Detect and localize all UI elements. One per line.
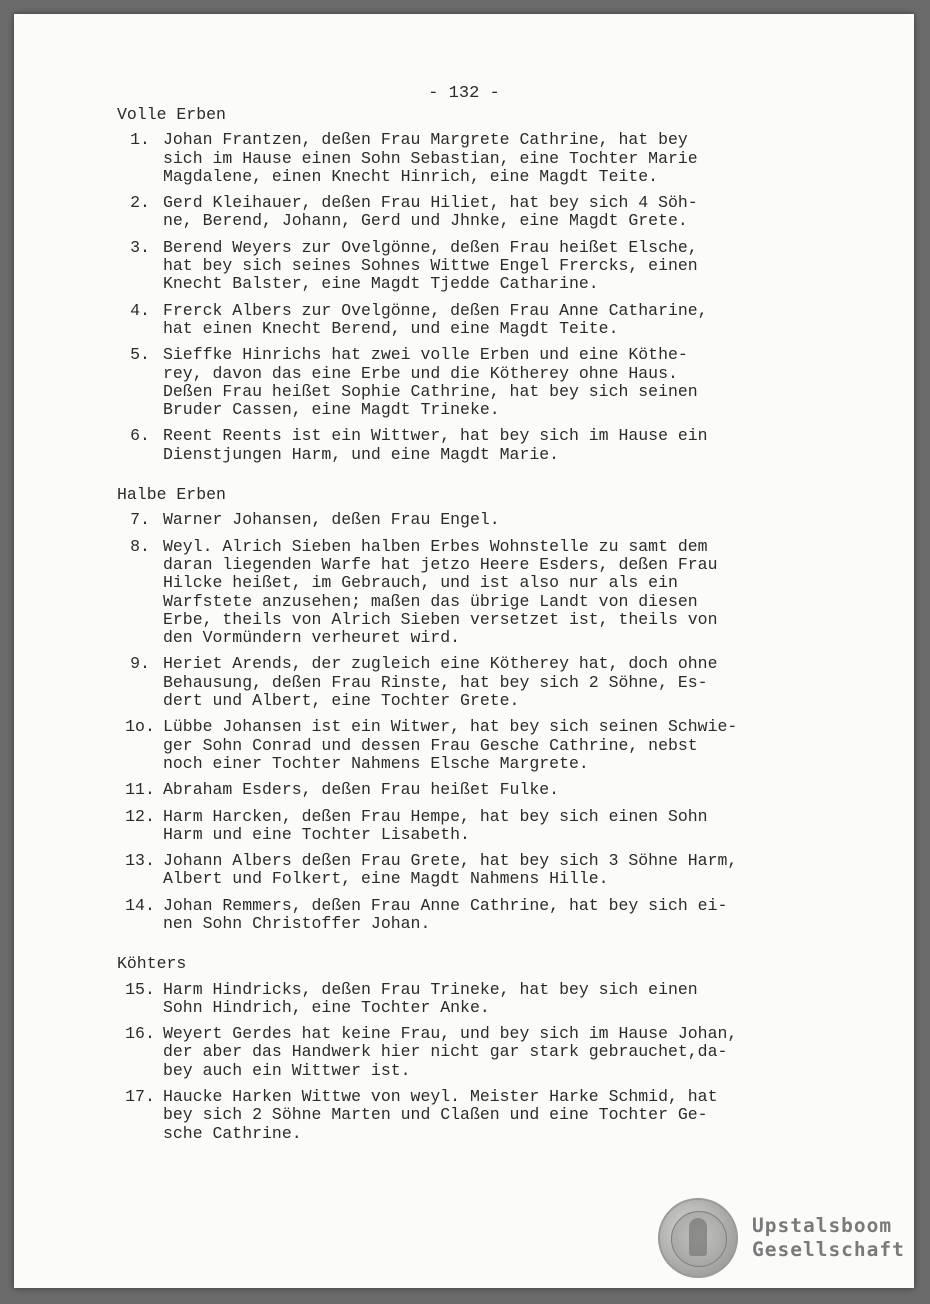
entry-line: Harm Harcken, deßen Frau Hempe, hat bey sich einen Sohn	[163, 806, 708, 826]
entry-line: hat bey sich seines Sohnes Wittwe Engel Frercks, einen	[163, 256, 698, 276]
entry-line: Dienstjungen Harm, und eine Magdt Marie.	[163, 444, 560, 464]
logo-line1: Upstalsboom	[752, 1214, 893, 1237]
entry-line: Warfstete anzusehen; maßen das übrige Landt von diesen	[163, 591, 698, 611]
entry-line: Sohn Hindrich, eine Tochter Anke.	[163, 997, 490, 1017]
entry-line: ne, Berend, Johann, Gerd und Jhnke, eine Magdt Grete.	[163, 211, 688, 231]
entry-number: 5.	[130, 345, 150, 365]
list-item	[117, 346, 817, 419]
entry-line: Gerd Kleihauer, deßen Frau Hiliet, hat bey sich 4 Söh-	[163, 193, 698, 213]
entry-line: Heriet Arends, der zugleich eine Kötherey hat, doch ohne	[163, 654, 718, 674]
entry-line: Johan Frantzen, deßen Frau Margrete Cathrine, hat bey	[163, 130, 688, 150]
entry-line: bey sich 2 Söhne Marten und Claßen und eine Tochter Ge-	[163, 1105, 708, 1125]
entry-line: Haucke Harken Wittwe von weyl. Meister Harke Schmid, hat	[163, 1087, 718, 1107]
entry-number: 4.	[130, 300, 150, 320]
entry-line: bey auch ein Wittwer ist.	[163, 1060, 411, 1080]
entry-line: dert und Albert, eine Tochter Grete.	[163, 691, 520, 711]
list-item	[117, 538, 817, 648]
entry-text	[163, 131, 817, 186]
list-item	[117, 239, 817, 294]
entry-line: Lübbe Johansen ist ein Witwer, hat bey sich seinen Schwie-	[163, 717, 738, 737]
entry-line: den Vormündern verheuret wird.	[163, 628, 461, 648]
entry-number: 1o.	[125, 717, 155, 737]
list-item	[117, 1025, 817, 1080]
section-heading: Köhters	[117, 954, 187, 974]
list-item	[117, 718, 817, 773]
list-item	[117, 981, 817, 1018]
entry-number: 17.	[125, 1087, 155, 1107]
list-item	[117, 427, 817, 464]
entry-line: noch einer Tochter Nahmens Elsche Margrete.	[163, 753, 589, 773]
entry-line: Abraham Esders, deßen Frau heißet Fulke.	[163, 780, 560, 800]
list-item	[117, 302, 817, 339]
entry-line: rey, davon das eine Erbe und die Kötherey ohne Haus.	[163, 363, 678, 383]
section-halbe-erben	[117, 486, 817, 933]
entry-line: Knecht Balster, eine Magdt Tjedde Catharine.	[163, 274, 599, 294]
entry-line: Weyl. Alrich Sieben halben Erbes Wohnstelle zu samt dem	[163, 536, 708, 556]
entry-line: Reent Reents ist ein Wittwer, hat bey sich im Hause ein	[163, 426, 708, 446]
section-koehters	[117, 955, 817, 1143]
list-item	[117, 897, 817, 934]
list-item	[117, 1088, 817, 1143]
logo-line2: Gesellschaft	[752, 1238, 905, 1261]
entry-line: der aber das Handwerk hier nicht gar stark gebrauchet,da-	[163, 1042, 728, 1062]
entry-line: Deßen Frau heißet Sophie Cathrine, hat bey sich seinen	[163, 381, 698, 401]
entry-number: 9.	[130, 654, 150, 674]
entry-number: 12.	[125, 806, 155, 826]
list-item	[117, 781, 817, 799]
entry-text	[163, 1088, 817, 1143]
entry-line: Hilcke heißet, im Gebrauch, und ist also nur als ein	[163, 573, 678, 593]
entry-text	[163, 511, 817, 529]
entry-text	[163, 808, 817, 845]
entry-text	[163, 1025, 817, 1080]
entry-text	[163, 981, 817, 1018]
entry-text	[163, 718, 817, 773]
section-heading: Volle Erben	[117, 105, 226, 124]
entry-number: 3.	[130, 237, 150, 257]
seal-icon	[658, 1198, 738, 1278]
logo-text	[752, 1214, 905, 1262]
entry-number: 6.	[130, 426, 150, 446]
entry-line: Magdalene, einen Knecht Hinrich, eine Magdt Teite.	[163, 166, 659, 186]
entry-line: Harm und eine Tochter Lisabeth.	[163, 824, 470, 844]
entry-text	[163, 781, 817, 799]
upstalsboom-logo	[658, 1198, 905, 1278]
entry-line: Albert und Folkert, eine Magdt Nahmens Hille.	[163, 869, 609, 889]
entry-line: Erbe, theils von Alrich Sieben versetzet ist, theils von	[163, 609, 718, 629]
entry-number: 8.	[130, 536, 150, 556]
entry-line: Harm Hindricks, deßen Frau Trineke, hat bey sich einen	[163, 979, 698, 999]
entry-text	[163, 897, 817, 934]
entry-text	[163, 194, 817, 231]
entry-text	[163, 655, 817, 710]
entry-text	[163, 538, 817, 648]
list-item	[117, 655, 817, 710]
entry-line: daran liegenden Warfe hat jetzo Heere Esders, deßen Frau	[163, 554, 718, 574]
entry-line: nen Sohn Christoffer Johan.	[163, 913, 431, 933]
entry-number: 13.	[125, 851, 155, 871]
list-item	[117, 852, 817, 889]
section-heading: Halbe Erben	[117, 485, 226, 505]
entry-line: Sieffke Hinrichs hat zwei volle Erben und eine Köthe-	[163, 345, 688, 365]
document-page	[14, 14, 914, 1288]
entry-line: hat einen Knecht Berend, und eine Magdt Teite.	[163, 318, 619, 338]
entry-line: sche Cathrine.	[163, 1123, 302, 1143]
entry-number: 2.	[130, 193, 150, 213]
entry-line: Berend Weyers zur Ovelgönne, deßen Frau heißet Elsche,	[163, 237, 698, 257]
entry-line: Frerck Albers zur Ovelgönne, deßen Frau Anne Catharine,	[163, 300, 708, 320]
document-body	[117, 106, 817, 1151]
list-item	[117, 808, 817, 845]
entry-line: Johan Remmers, deßen Frau Anne Cathrine, hat bey sich ei-	[163, 895, 728, 915]
entry-number: 11.	[125, 780, 155, 800]
entry-text	[163, 346, 817, 419]
entry-number: 15.	[125, 979, 155, 999]
entry-line: Bruder Cassen, eine Magdt Trineke.	[163, 400, 500, 420]
entry-line: Weyert Gerdes hat keine Frau, und bey sich im Hause Johan,	[163, 1024, 738, 1044]
entry-line: Warner Johansen, deßen Frau Engel.	[163, 510, 500, 530]
page-number: - 132 -	[428, 84, 500, 103]
entry-text	[163, 427, 817, 464]
entry-number: 1.	[130, 130, 150, 150]
entry-number: 14.	[125, 895, 155, 915]
entry-number: 7.	[130, 510, 150, 530]
entry-line: ger Sohn Conrad und dessen Frau Gesche Cathrine, nebst	[163, 735, 698, 755]
list-item	[117, 131, 817, 186]
entry-line: Johann Albers deßen Frau Grete, hat bey sich 3 Söhne Harm,	[163, 851, 738, 871]
entry-text	[163, 302, 817, 339]
entry-line: sich im Hause einen Sohn Sebastian, eine Tochter Marie	[163, 148, 698, 168]
list-item	[117, 511, 817, 529]
section-volle-erben	[117, 106, 817, 464]
entry-text	[163, 852, 817, 889]
entry-line: Behausung, deßen Frau Rinste, hat bey sich 2 Söhne, Es-	[163, 672, 708, 692]
entry-text	[163, 239, 817, 294]
list-item	[117, 194, 817, 231]
entry-number: 16.	[125, 1024, 155, 1044]
